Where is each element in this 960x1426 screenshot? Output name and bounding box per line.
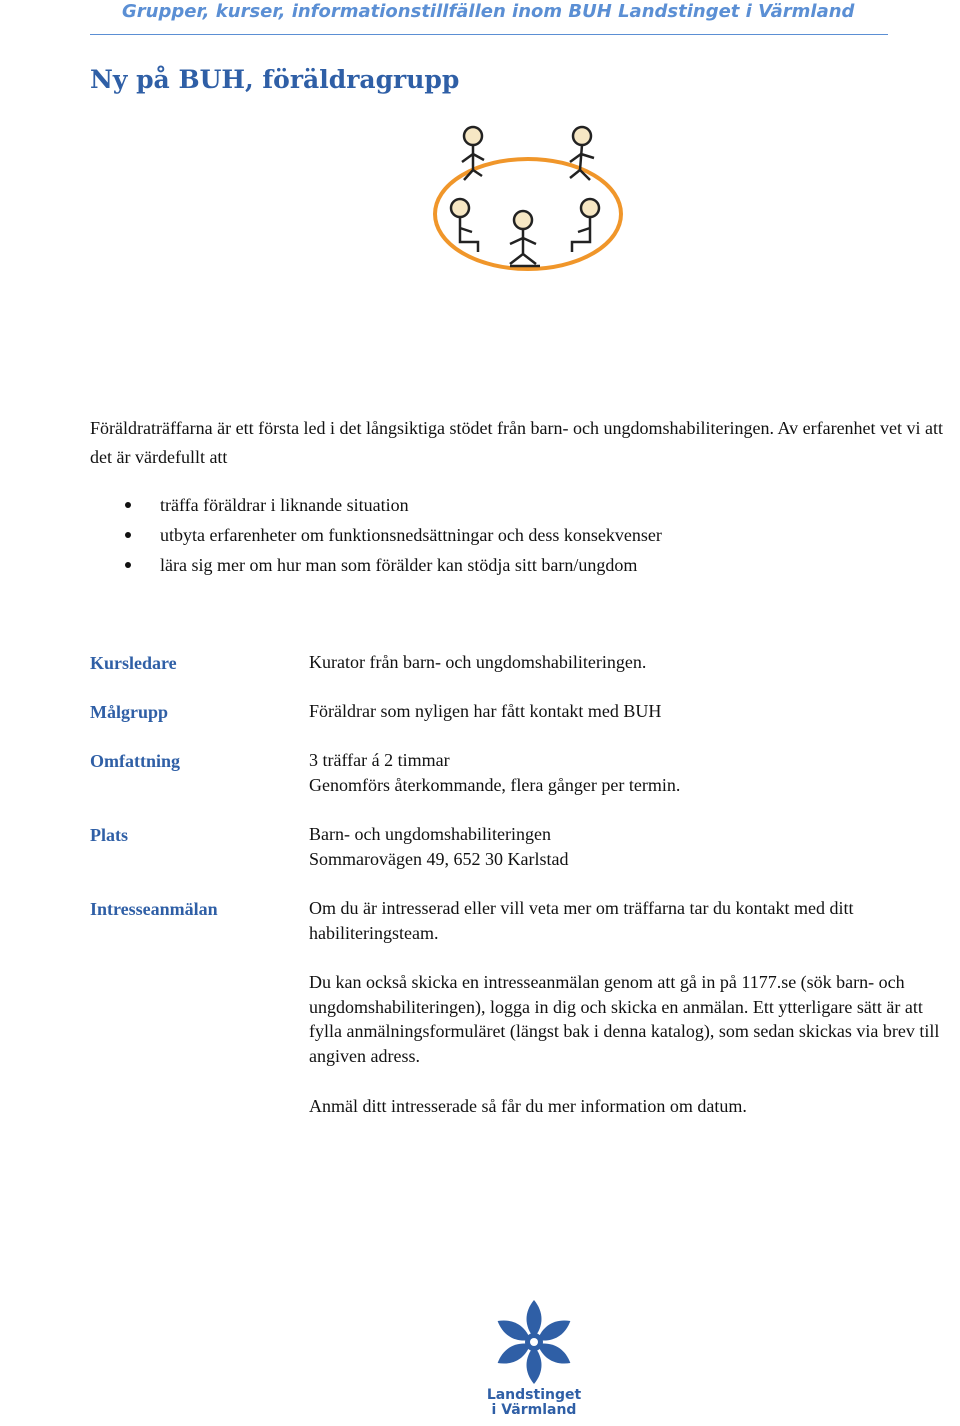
value-omfattning [309, 748, 959, 797]
running-header [0, 0, 960, 36]
plats-line-1: Barn- och ungdomshabiliteringen [309, 824, 551, 844]
list-item: utbyta erfarenheter om funktionsnedsättningar och dess konsekvenser [125, 520, 662, 550]
label-malgrupp: Målgrupp [90, 702, 169, 722]
page-title: Ny på BUH, föräldragrupp [90, 65, 460, 94]
list-item: lära sig mer om hur man som förälder kan stödja sitt barn/ungdom [125, 550, 662, 580]
intro-paragraph: Föräldraträffarna är ett första led i det långsiktiga stödet från barn- och ungdomshabiliteringen. Av erfarenhet vet vi att det är värdefullt att [90, 418, 944, 467]
plats-line-2: Sommarovägen 49, 652 30 Karlstad [309, 848, 569, 869]
value-intresseanmalan-p1: Om du är intresserad eller vill veta mer om träffarna tar du kontakt med ditt habiliteringsteam. [309, 898, 854, 943]
value-intresseanmalan-p3: Anmäl ditt intresserade så får du mer information om datum. [309, 1096, 747, 1116]
omfattning-line-1: 3 träffar á 2 timmar [309, 750, 450, 770]
label-plats: Plats [90, 825, 128, 845]
value-malgrupp: Föräldrar som nyligen har fått kontakt med BUH [309, 701, 662, 721]
flower-icon [478, 1296, 590, 1388]
landstinget-logo [478, 1296, 590, 1426]
label-omfattning: Omfattning [90, 751, 180, 771]
logo-line-2: i Värmland [491, 1402, 577, 1418]
value-kursledare: Kurator från barn- och ungdomshabiliteringen. [309, 652, 647, 672]
value-plats [309, 822, 959, 871]
label-intresseanmalan: Intresseanmälan [90, 899, 218, 919]
omfattning-line-2: Genomförs återkommande, flera gånger per termin. [309, 774, 681, 795]
value-intresseanmalan-p2: Du kan också skicka en intresseanmälan genom att gå in på 1177.se (sök barn- och ungdomshabiliteringen), logga in dig och skicka en anmälan. Ett ytterligare sätt är att fylla anmälningsformuläret (längst bak i denna katalog), som sedan skickas via brev till angiven adress. [309, 972, 940, 1066]
logo-text [478, 1388, 590, 1418]
bullet-list [125, 490, 662, 580]
parent-group-illustration [430, 118, 626, 282]
logo-line-1: Landstinget [486, 1387, 582, 1403]
header-rule [90, 34, 888, 35]
label-kursledare: Kursledare [90, 653, 177, 673]
list-item: träffa föräldrar i liknande situation [125, 490, 662, 520]
header-text: Grupper, kurser, informationstillfällen inom BUH Landstinget i Värmland [122, 1, 855, 22]
